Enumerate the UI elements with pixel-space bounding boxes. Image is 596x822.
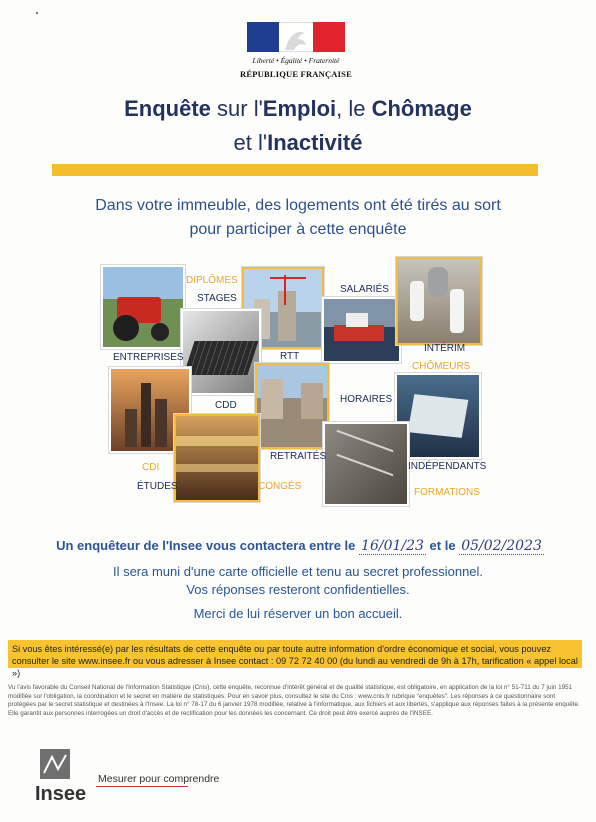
photo-ship — [322, 297, 401, 363]
label-entreprises: ENTREPRISES — [113, 352, 184, 363]
photo-street-crowd — [255, 363, 329, 449]
label-cdi: CDI — [142, 462, 160, 473]
insee-tagline: Mesurer pour comprendre — [98, 773, 220, 785]
insee-wordmark: Insee — [35, 783, 87, 805]
photo-shopping-mall — [174, 414, 260, 502]
body-line-2: Vos réponses resteront confidentielles. — [186, 582, 410, 597]
contact-line: Un enquêteur de l'Insee vous contactera entre le 16/01/23 et le 05/02/2023 — [56, 538, 542, 554]
republic-motto: Liberté • Égalité • Fraternité — [252, 56, 340, 65]
info-text: Si vous êtes intéressé(e) par les résultats de cette enquête ou par toute autre information d'ordre économique et social, vous pouvez consulter le site www.insee.fr ou vous adresser à Insee contact : 09 72 72 40 00 (du lundi au vendredi de 9h à 17h, tarification « appel local ») — [12, 644, 578, 678]
label-horaires: HORAIRES — [340, 394, 393, 405]
label-conges: CONGÉS — [258, 481, 302, 492]
photo-aerial-workers — [323, 422, 409, 506]
label-retraites: RETRAITÉS — [270, 451, 327, 462]
handwritten-end-date: 05/02/2023 — [461, 538, 542, 554]
photo-factory-workers — [396, 257, 482, 345]
label-diplomes: DIPLÔMES — [186, 275, 238, 286]
label-rtt: RTT — [280, 351, 300, 362]
photo-tractor — [101, 265, 185, 349]
label-etudes: ÉTUDES — [137, 481, 178, 492]
label-formations: FORMATIONS — [414, 487, 480, 498]
page-title-line1: Enquête sur l'Emploi, le Chômage — [124, 96, 472, 121]
handwritten-start-date: 16/01/23 — [361, 538, 424, 554]
photo-keyboard — [181, 309, 261, 395]
subtitle-line2: pour participer à cette enquête — [189, 221, 407, 238]
subtitle-line1: Dans votre immeuble, des logements ont été tirés au sort — [95, 197, 501, 214]
republique-francaise: RÉPUBLIQUE FRANÇAISE — [240, 69, 352, 79]
body-line-3: Merci de lui réserver un bon accueil. — [193, 606, 403, 621]
label-stages: STAGES — [197, 293, 237, 304]
label-cdd: CDD — [215, 400, 237, 411]
tagline-underline — [96, 786, 188, 787]
body-line-1: Il sera muni d'une carte officielle et tenu au secret professionnel. — [112, 564, 484, 579]
label-chomeurs: CHÔMEURS — [412, 361, 471, 372]
page-title-line2: et l'Inactivité — [233, 130, 363, 155]
legal-notice: Vu l'avis favorable du Conseil National de l'Information Statistique (Cnis), cette enquête, reconnue d'intérêt général et de qualité statistique, est obligatoire, en application de la loi n° 51-711 du 7 juin 1951 modifiée sur l'obligation, la coordination et le secret en matière de statistiques. Pour en savoir plus, consultez le site du Cnis : www.cnis.fr rubrique "enquêtes". Les réponses à ce questionnaire sont protégées par le secret statistique et destinées à l'Insee. La loi n° 78-17 du 6 janvier 1978 modifiée, relative à l'informatique, aux fichiers et aux libertés, s'applique aux réponses faites à la présente enquête. Elle garantit aux personnes interrogées un droit d'accès et de rectification pour les données les concernant. Ce droit peut être exercé auprès de l'INSEE. — [8, 684, 580, 718]
label-independants: INDÉPENDANTS — [408, 461, 487, 472]
label-interim: INTÉRIM — [424, 343, 466, 354]
label-salaries: SALARIÉS — [340, 284, 389, 295]
